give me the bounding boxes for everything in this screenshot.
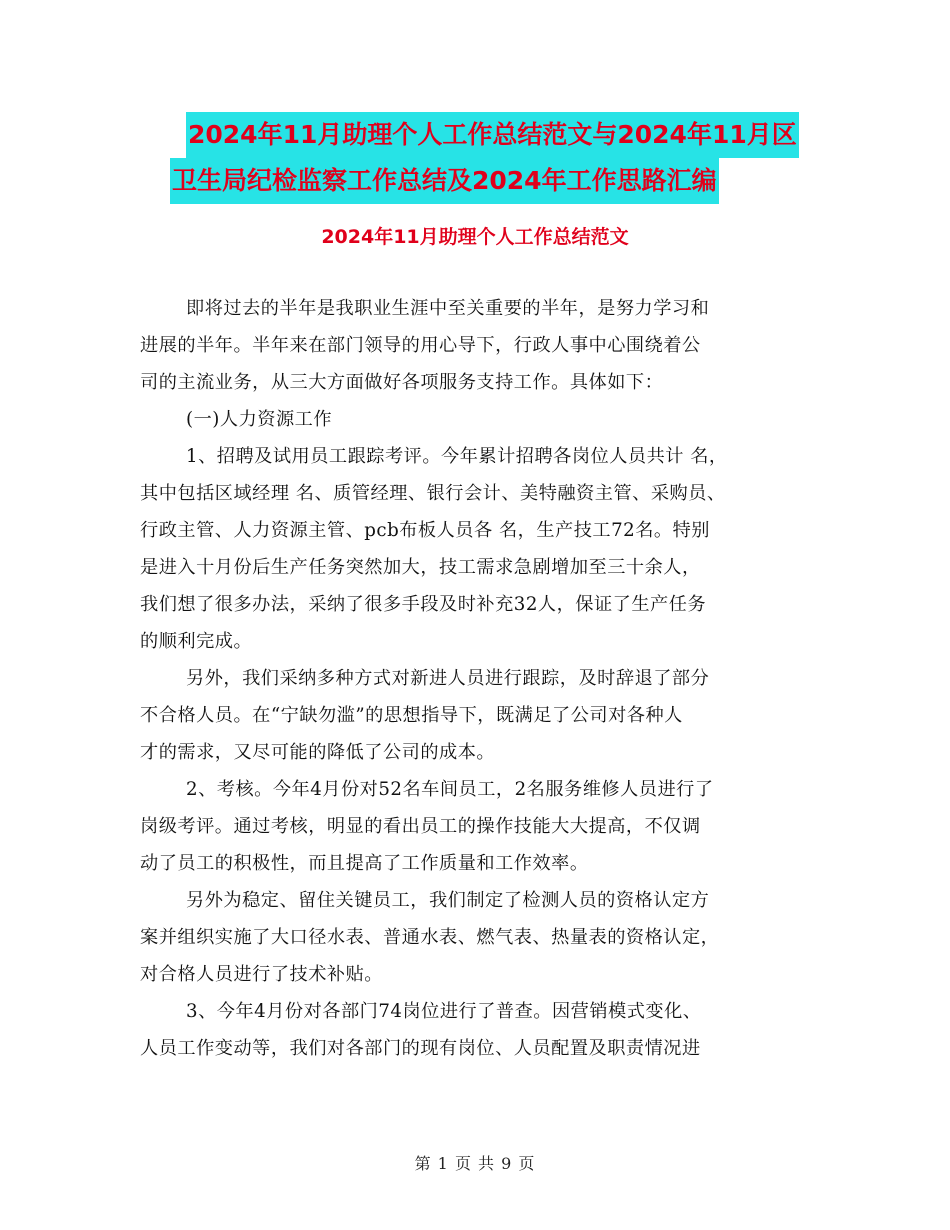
text-line: 才的需求，又尽可能的降低了公司的成本。 <box>140 742 496 763</box>
body-text <box>140 290 815 1067</box>
text-line: 人员工作变动等，我们对各部门的现有岗位、人员配置及职责情况进 <box>140 1038 701 1059</box>
text-line: 进展的半年。半年来在部门领导的用心导下，行政人事中心围绕着公 <box>140 335 701 356</box>
text-line: (一)人力资源工作 <box>186 409 333 430</box>
text-line: 我们想了很多办法，采纳了很多手段及时补充32人，保证了生产任务 <box>140 594 707 615</box>
text-line: 另外为稳定、留住关键员工，我们制定了检测人员的资格认定方 <box>186 890 710 911</box>
text-line: 司的主流业务，从三大方面做好各项服务支持工作。具体如下： <box>140 372 664 393</box>
text-line: 对合格人员进行了技术补贴。 <box>140 964 383 985</box>
section-heading: 2024年11月助理个人工作总结范文 <box>321 226 629 248</box>
document-title <box>172 112 826 204</box>
text-line: 1、招聘及试用员工跟踪考评。今年累计招聘各岗位人员共计 名， <box>186 446 728 467</box>
text-line: 不合格人员。在“宁缺勿滥”的思想指导下，既满足了公司对各种人 <box>140 705 683 726</box>
page-footer: 第 1 页 共 9 页 <box>414 1154 536 1173</box>
text-line: 其中包括区域经理 名、质管经理、银行会计、美特融资主管、采购员、 <box>140 483 726 504</box>
text-line: 3、今年4月份对各部门74岗位进行了普查。因营销模式变化、 <box>186 1001 702 1022</box>
document-title-line-2: 卫生局纪检监察工作总结及2024年工作思路汇编 <box>170 158 719 204</box>
text-line: 2、考核。今年4月份对52名车间员工，2名服务维修人员进行了 <box>186 779 714 800</box>
text-line: 即将过去的半年是我职业生涯中至关重要的半年，是努力学习和 <box>186 298 710 319</box>
text-line: 是进入十月份后生产任务突然加大，技工需求急剧增加至三十余人， <box>140 557 701 578</box>
document-title-line-1: 2024年11月助理个人工作总结范文与2024年11月区 <box>186 112 799 158</box>
text-line: 另外，我们采纳多种方式对新进人员进行跟踪，及时辞退了部分 <box>186 668 710 689</box>
text-line: 动了员工的积极性，而且提高了工作质量和工作效率。 <box>140 853 589 874</box>
text-line: 岗级考评。通过考核，明显的看出员工的操作技能大大提高，不仅调 <box>140 816 701 837</box>
text-line: 案并组织实施了大口径水表、普通水表、燃气表、热量表的资格认定， <box>140 927 720 948</box>
text-line: 行政主管、人力资源主管、pcb布板人员各 名，生产技工72名。特别 <box>140 520 710 541</box>
text-line: 的顺利完成。 <box>140 631 253 652</box>
